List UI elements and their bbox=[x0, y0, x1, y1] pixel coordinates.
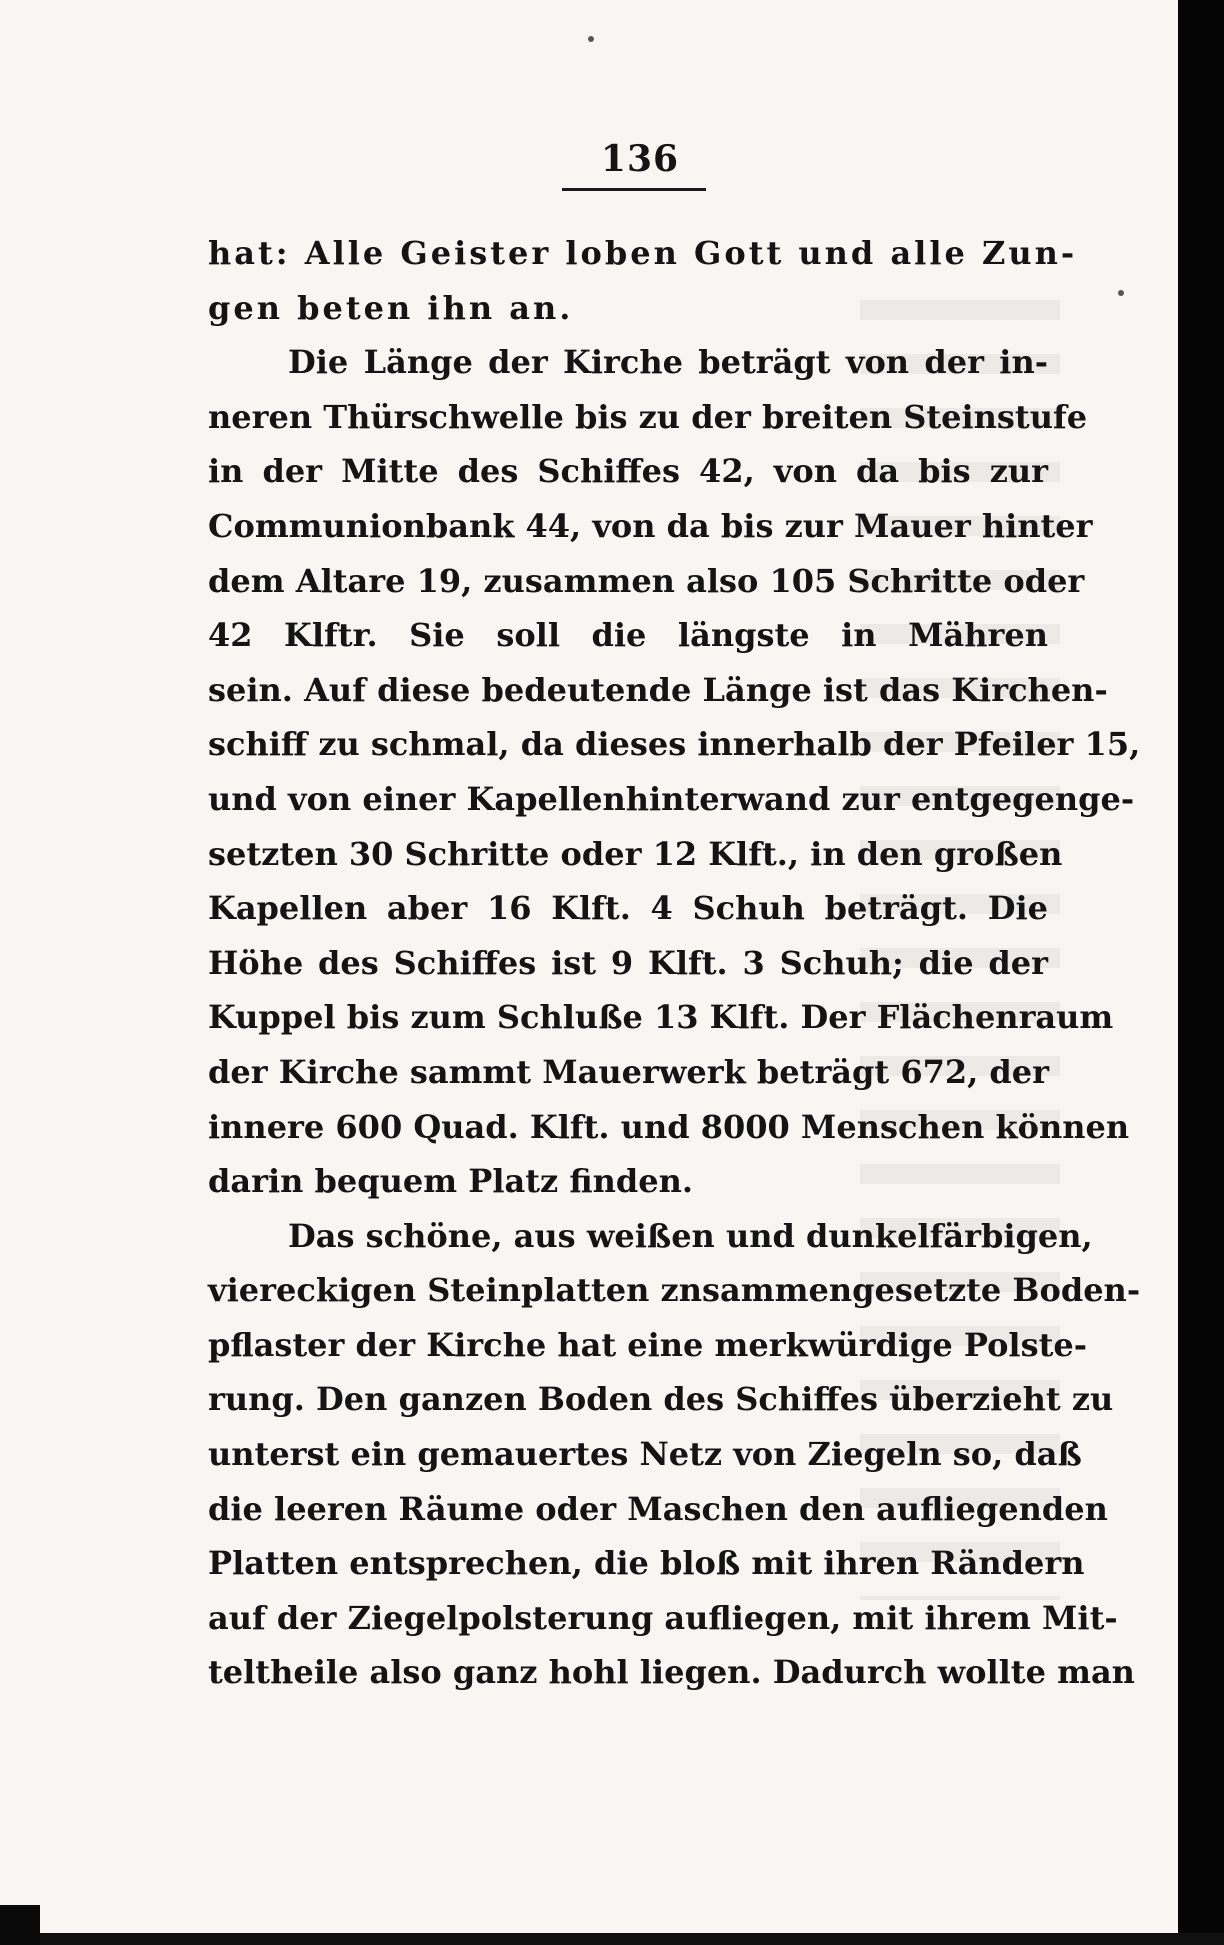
text-line: Das schöne, aus weißen und dunkelfärbigen, bbox=[288, 1216, 1093, 1255]
text-line: Platten entsprechen, die bloß mit ihren Rändern bbox=[208, 1544, 1085, 1583]
scan-corner-bottom-left bbox=[0, 1905, 40, 1945]
text-line: sein. Auf diese bedeutende Länge ist das Kirchen- bbox=[208, 670, 1108, 709]
text-line: darin bequem Platz finden. bbox=[208, 1162, 693, 1201]
text-line: teltheile also ganz hohl liegen. Dadurch wollte man bbox=[208, 1653, 1135, 1692]
text-line: pflaster der Kirche hat eine merkwürdige Polste- bbox=[208, 1325, 1088, 1364]
text-line: schiff zu schmal, da dieses innerhalb der Pfeiler 15, bbox=[208, 725, 1141, 764]
text-line: gen beten ihn an. bbox=[208, 288, 574, 327]
text-line: in der Mitte des Schiffes 42, von da bis zur bbox=[208, 452, 1048, 491]
text-line: Kuppel bis zum Schluße 13 Klft. Der Flächenraum bbox=[208, 998, 1114, 1037]
text-line: Kapellen aber 16 Klft. 4 Schuh beträgt. Die bbox=[208, 889, 1048, 928]
text-line: 42 Klftr. Sie soll die längste in Mähren bbox=[208, 616, 1048, 655]
text-line: rung. Den ganzen Boden des Schiffes überzieht zu bbox=[208, 1380, 1114, 1419]
paper-speck bbox=[1118, 290, 1124, 296]
text-line: neren Thürschwelle bis zu der breiten Steinstufe bbox=[208, 397, 1088, 436]
text-line: setzten 30 Schritte oder 12 Klft., in den großen bbox=[208, 834, 1063, 873]
text-line: der Kirche sammt Mauerwerk beträgt 672, der bbox=[208, 1052, 1049, 1091]
text-line: innere 600 Quad. Klft. und 8000 Menschen können bbox=[208, 1107, 1130, 1146]
text-line: auf der Ziegelpolsterung aufliegen, mit ihrem Mit- bbox=[208, 1598, 1118, 1637]
page-number: 136 bbox=[600, 138, 680, 180]
scan-edge-right bbox=[1178, 0, 1224, 1945]
body-text bbox=[208, 226, 1141, 1700]
text-line: viereckigen Steinplatten znsammengesetzte Boden- bbox=[208, 1271, 1141, 1310]
text-line: die leeren Räume oder Maschen den aufliegenden bbox=[208, 1489, 1108, 1528]
text-line: dem Altare 19, zusammen also 105 Schritte oder bbox=[208, 561, 1085, 600]
text-line: Höhe des Schiffes ist 9 Klft. 3 Schuh; die der bbox=[208, 943, 1048, 982]
scan-edge-bottom bbox=[0, 1933, 1224, 1945]
text-line: hat: Alle Geister loben Gott und alle Zun- bbox=[208, 234, 1078, 272]
text-line: Communionbank 44, von da bis zur Mauer hinter bbox=[208, 506, 1093, 545]
text-line: unterst ein gemauertes Netz von Ziegeln so, daß bbox=[208, 1435, 1082, 1474]
text-line: Die Länge der Kirche beträgt von der in- bbox=[288, 343, 1048, 382]
page-number-rule bbox=[562, 188, 706, 191]
paper-speck bbox=[588, 36, 594, 42]
text-line: und von einer Kapellenhinterwand zur entgegenge- bbox=[208, 779, 1135, 818]
